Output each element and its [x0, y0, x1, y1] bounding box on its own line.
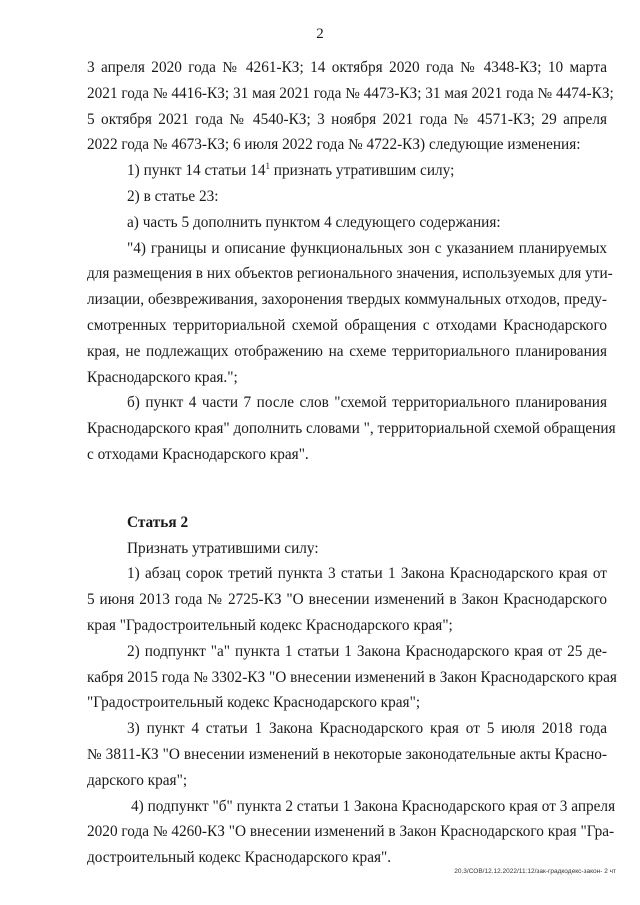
text-line: № 3811-КЗ "О внесении изменений в некоторые законодательные акты Красно-: [87, 745, 607, 763]
text-line: с отходами Краснодарского края".: [87, 445, 309, 463]
text-line: [87, 158, 607, 184]
text-fragment: 1) пункт 14 статьи 14: [127, 162, 266, 180]
text-line: 2020 года № 4260-КЗ "О внесении изменений в Закон Краснодарского края "Гра-: [87, 823, 615, 841]
text-line: 3) пункт 4 статьи 1 Закона Краснодарского края от 5 июля 2018 года: [127, 720, 607, 738]
document-footer-code: 20.3/СОВ/12.12.2022/11:12/зак-градкодекс-закон- 2 чт: [454, 868, 616, 875]
text-line: "4) границы и описание функциональных зон с указанием планируемых: [127, 239, 607, 257]
document-body: [87, 55, 617, 871]
text-line: края, не подлежащих отображению на схеме территориального планирования: [87, 342, 607, 360]
text-line: Краснодарского края" дополнить словами ", территориальной схемой обращения: [87, 420, 616, 438]
text-line: 2) подпункт "а" пункта 1 статьи 1 Закона Краснодарского края от 25 де-: [127, 642, 607, 660]
text-line: для размещения в них объектов регионального значения, используемых для ути-: [87, 265, 613, 283]
text-line: 4) подпункт "б" пункта 2 статьи 1 Закона Краснодарского края от 3 апреля: [131, 797, 616, 815]
superscript: 1: [265, 161, 270, 172]
text-fragment: признать утратившим силу;: [269, 162, 455, 180]
text-line: 2021 года № 4416-КЗ; 31 мая 2021 года № 4473-КЗ; 31 мая 2021 года № 4474-КЗ;: [87, 84, 614, 102]
text-line: дарского края";: [87, 771, 188, 789]
text-line: смотренных территориальной схемой обращения с отходами Краснодарского: [87, 316, 607, 334]
text-line: лизации, обезвреживания, захоронения твердых коммунальных отходов, преду-: [87, 291, 607, 309]
text-line: Краснодарского края.";: [87, 368, 238, 386]
text-line: 5 октября 2021 года № 4540-КЗ; 3 ноября 2021 года № 4571-КЗ; 29 апреля: [87, 110, 607, 128]
text-line: а) часть 5 дополнить пунктом 4 следующего содержания:: [127, 213, 501, 231]
text-line: 1) абзац сорок третий пункта 3 статьи 1 Закона Краснодарского края от: [127, 565, 607, 583]
text-line: достроительный кодекс Краснодарского края".: [87, 849, 392, 867]
text-line: "Градостроительный кодекс Краснодарского края";: [87, 694, 421, 712]
article-heading: Статья 2: [127, 513, 189, 531]
text-line: б) пункт 4 части 7 после слов "схемой территориального планирования: [127, 394, 607, 412]
text-line: Признать утратившими силу:: [127, 539, 319, 557]
text-line: 2022 года № 4673-КЗ; 6 июля 2022 года № 4722-КЗ) следующие изменения:: [87, 136, 581, 154]
text-line: 5 июня 2013 года № 2725-КЗ "О внесении изменений в Закон Краснодарского: [87, 591, 607, 609]
text-line: кабря 2015 года № 3302-КЗ "О внесении изменений в Закон Краснодарского края: [87, 668, 617, 686]
page-number: 2: [316, 26, 324, 42]
section-gap: [87, 468, 607, 510]
text-line: края "Градостроительный кодекс Краснодарского края";: [87, 616, 453, 634]
text-line: 3 апреля 2020 года № 4261-КЗ; 14 октября 2020 года № 4348-КЗ; 10 марта: [87, 59, 607, 76]
text-line: 2) в статье 23:: [127, 187, 219, 205]
